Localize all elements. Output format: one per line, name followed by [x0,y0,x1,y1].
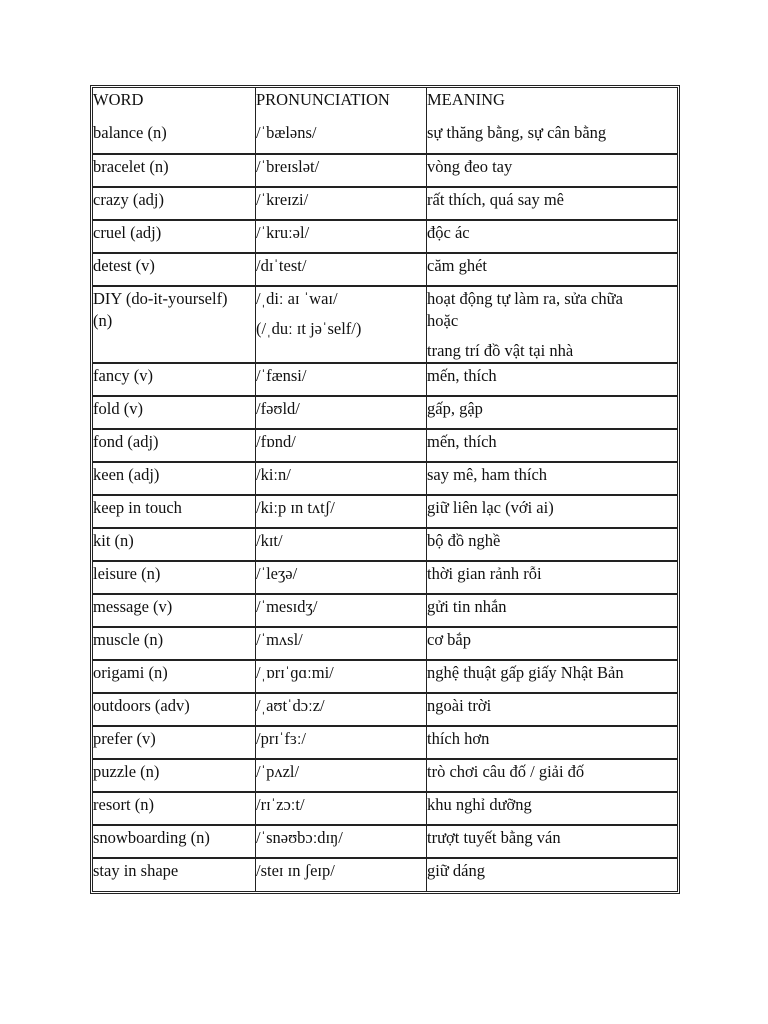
word-cell [93,286,256,363]
pronunciation-cell-text: /kɪt/ [256,531,283,550]
table-row [93,495,677,528]
word-cell-text: message (v) [93,597,173,616]
meaning-cell-text: trò chơi câu đố / giải đố [427,762,585,781]
meaning-cell [427,528,677,561]
pronunciation-cell [256,759,427,792]
meaning-cell [427,858,677,891]
pronunciation-cell-content [256,826,426,849]
meaning-cell-content [427,562,677,585]
meaning-cell [427,825,677,858]
word-cell-text: detest (v) [93,256,155,275]
meaning-cell-text: độc ác [427,223,470,242]
pronunciation-cell [256,528,427,561]
word-cell-content [93,793,255,816]
table-row [93,121,677,154]
pronunciation-cell-content [256,727,426,750]
pronunciation-cell-content [256,364,426,387]
word-cell [93,462,256,495]
pronunciation-cell-content [256,287,426,340]
pronunciation-cell [256,121,427,154]
pronunciation-cell-content [256,463,426,486]
word-cell-content [93,727,255,750]
pronunciation-cell [256,429,427,462]
pronunciation-cell [256,693,427,726]
word-cell [93,495,256,528]
pronunciation-cell-text: /fəʊld/ [256,399,300,418]
meaning-cell-text: mến, thích [427,432,497,451]
pronunciation-cell [256,627,427,660]
word-cell-text: origami (n) [93,663,168,682]
meaning-cell [427,154,677,187]
table-body [93,121,677,891]
table-header-row [93,88,677,121]
meaning-cell-content [427,529,677,552]
meaning-cell-content [427,221,677,244]
meaning-cell [427,693,677,726]
pronunciation-cell-text: /ˈleʒə/ [256,564,298,583]
table-row [93,528,677,561]
pronunciation-cell [256,286,427,363]
pronunciation-cell-text: /ˌdiː aɪ ˈwaɪ/ [256,289,338,308]
meaning-cell-content [427,628,677,651]
word-cell-text: keep in touch [93,498,182,517]
word-cell-text: (n) [93,311,113,330]
pronunciation-cell-content [256,221,426,244]
pronunciation-cell-text: /steɪ ɪn ʃeɪp/ [256,861,335,880]
word-cell-text: cruel (adj) [93,223,162,242]
table-row [93,253,677,286]
pronunciation-cell-text: /prɪˈfɜː/ [256,729,306,748]
word-cell-text: outdoors (adv) [93,696,190,715]
table-row [93,759,677,792]
pronunciation-cell-text: /fɒnd/ [256,432,296,451]
word-cell-content [93,661,255,684]
word-cell-content [93,496,255,519]
meaning-cell-content [427,496,677,519]
header-meaning [427,88,677,121]
word-cell-content [93,826,255,849]
table-row [93,792,677,825]
word-cell-text: snowboarding (n) [93,828,210,847]
pronunciation-cell-content [256,529,426,552]
pronunciation-cell-text: /ˈsnəʊbɔːdɪŋ/ [256,828,343,847]
vocabulary-table [92,87,678,892]
meaning-cell-text: say mê, ham thích [427,465,548,484]
word-cell [93,528,256,561]
header-word-text: WORD [93,90,144,109]
meaning-cell-text: trượt tuyết bằng ván [427,828,561,847]
meaning-cell-content [427,826,677,849]
meaning-cell [427,726,677,759]
meaning-cell-content [427,121,677,144]
pronunciation-cell-text: /ˌɒrɪˈɡɑːmi/ [256,663,334,682]
table-row [93,858,677,891]
pronunciation-cell [256,825,427,858]
header-meaning-text: MEANING [427,90,505,109]
meaning-cell-content [427,364,677,387]
word-cell-content [93,121,255,144]
pronunciation-cell-text: /kiːn/ [256,465,291,484]
meaning-cell [427,253,677,286]
meaning-cell-text: bộ đồ nghề [427,531,501,550]
meaning-cell-text: hoạt động tự làm ra, sửa chữa [427,289,623,308]
word-cell-content [93,397,255,420]
meaning-cell [427,660,677,693]
meaning-cell [427,594,677,627]
pronunciation-cell-text: /ˈkruːəl/ [256,223,310,242]
pronunciation-cell-content [256,694,426,717]
meaning-cell [427,363,677,396]
meaning-cell-content [427,727,677,750]
meaning-cell [427,462,677,495]
meaning-cell-text: gấp, gập [427,399,483,418]
table-row [93,187,677,220]
pronunciation-cell [256,726,427,759]
meaning-cell-content [427,793,677,816]
word-cell-text: fancy (v) [93,366,154,385]
table-row [93,726,677,759]
word-cell-content [93,694,255,717]
meaning-cell-content [427,694,677,717]
meaning-cell [427,561,677,594]
word-cell-content [93,859,255,882]
pronunciation-cell-text: /ˈbreɪslət/ [256,157,320,176]
pronunciation-cell-content [256,496,426,519]
pronunciation-cell-content [256,859,426,882]
pronunciation-cell-content [256,188,426,211]
word-cell-text: fold (v) [93,399,143,418]
word-cell-text: bracelet (n) [93,157,169,176]
header-pronunciation-text: PRONUNCIATION [256,90,390,109]
word-cell-text: prefer (v) [93,729,156,748]
pronunciation-cell [256,858,427,891]
table-row [93,825,677,858]
meaning-cell-text: giữ dáng [427,861,485,880]
word-cell-text: leisure (n) [93,564,161,583]
word-cell [93,726,256,759]
meaning-cell [427,396,677,429]
word-cell [93,396,256,429]
pronunciation-cell-content [256,628,426,651]
meaning-cell-content [427,859,677,882]
meaning-cell-text: vòng đeo tay [427,157,513,176]
word-cell [93,825,256,858]
pronunciation-cell-text: /ˈmesɪdʒ/ [256,597,318,616]
word-cell-text: DIY (do-it-yourself) [93,289,228,308]
word-cell [93,759,256,792]
meaning-cell-content [427,287,677,362]
pronunciation-cell-text: /dɪˈtest/ [256,256,307,275]
pronunciation-cell [256,220,427,253]
table-row [93,154,677,187]
meaning-cell [427,187,677,220]
pronunciation-cell-text: /ˈfænsi/ [256,366,307,385]
meaning-cell-text: căm ghét [427,256,488,275]
meaning-cell-text: thích hơn [427,729,490,748]
pronunciation-cell [256,396,427,429]
table-row [93,462,677,495]
word-cell [93,594,256,627]
word-cell [93,253,256,286]
meaning-cell [427,759,677,792]
word-cell [93,627,256,660]
word-cell-content [93,287,255,332]
word-cell-text: stay in shape [93,861,179,880]
meaning-cell-content [427,397,677,420]
pronunciation-cell-content [256,760,426,783]
meaning-cell-content [427,463,677,486]
pronunciation-cell [256,495,427,528]
table-row [93,286,677,363]
table-row [93,627,677,660]
table-row [93,363,677,396]
pronunciation-cell-content [256,595,426,618]
word-cell-content [93,430,255,453]
word-cell [93,561,256,594]
meaning-cell-text: giữ liên lạc (với ai) [427,498,554,517]
meaning-cell-text: cơ bắp [427,630,471,649]
word-cell-content [93,254,255,277]
pronunciation-cell-content [256,793,426,816]
word-cell-text: resort (n) [93,795,154,814]
word-cell-text: kit (n) [93,531,134,550]
pronunciation-cell-text: /ˈbæləns/ [256,123,317,142]
word-cell [93,660,256,693]
word-cell [93,858,256,891]
word-cell [93,154,256,187]
word-cell-content [93,595,255,618]
pronunciation-cell [256,154,427,187]
meaning-cell [427,286,677,363]
table-row [93,660,677,693]
header-word [93,88,256,121]
meaning-cell-content [427,595,677,618]
meaning-cell-text: mến, thích [427,366,497,385]
table-row [93,429,677,462]
meaning-cell-content [427,254,677,277]
meaning-cell-content [427,430,677,453]
pronunciation-cell [256,594,427,627]
word-cell-text: puzzle (n) [93,762,160,781]
pronunciation-cell-text: /ˈkreɪzi/ [256,190,309,209]
pronunciation-cell-text: /ˈmʌsl/ [256,630,303,649]
word-cell-content [93,760,255,783]
word-cell [93,363,256,396]
word-cell [93,121,256,154]
meaning-cell [427,495,677,528]
pronunciation-cell-content [256,430,426,453]
word-cell-text: fond (adj) [93,432,159,451]
meaning-cell-text: sự thăng bằng, sự cân bằng [427,123,607,142]
pronunciation-cell-content [256,397,426,420]
word-cell-content [93,529,255,552]
word-cell [93,429,256,462]
table-row [93,561,677,594]
pronunciation-cell-content [256,254,426,277]
word-cell-content [93,155,255,178]
table-row [93,693,677,726]
meaning-cell-text: gửi tin nhắn [427,597,507,616]
meaning-cell [427,220,677,253]
pronunciation-cell-text: (/ˌduː ɪt jəˈself/) [256,319,362,338]
meaning-cell-text: hoặc [427,311,459,330]
word-cell [93,220,256,253]
meaning-cell-text: khu nghỉ dưỡng [427,795,532,814]
meaning-cell-text: rất thích, quá say mê [427,190,564,209]
pronunciation-cell [256,187,427,220]
word-cell-content [93,562,255,585]
meaning-cell-text: nghệ thuật gấp giấy Nhật Bản [427,663,624,682]
word-cell-text: keen (adj) [93,465,160,484]
word-cell [93,693,256,726]
meaning-cell-text: trang trí đồ vật tại nhà [427,341,574,360]
meaning-cell-text: ngoài trời [427,696,492,715]
pronunciation-cell-text: /kiːp ɪn tʌtʃ/ [256,498,335,517]
word-cell-content [93,221,255,244]
table-row [93,220,677,253]
word-cell-text: crazy (adj) [93,190,164,209]
meaning-cell [427,627,677,660]
meaning-cell [427,792,677,825]
word-cell [93,792,256,825]
pronunciation-cell-content [256,562,426,585]
word-cell-text: balance (n) [93,123,167,142]
table-row [93,594,677,627]
meaning-cell [427,121,677,154]
meaning-cell-content [427,188,677,211]
word-cell-content [93,188,255,211]
pronunciation-cell [256,363,427,396]
pronunciation-cell-content [256,121,426,144]
meaning-cell-content [427,760,677,783]
meaning-cell-text: thời gian rảnh rỗi [427,564,542,583]
pronunciation-cell [256,792,427,825]
pronunciation-cell [256,561,427,594]
word-cell-text: muscle (n) [93,630,164,649]
pronunciation-cell [256,462,427,495]
pronunciation-cell-content [256,661,426,684]
pronunciation-cell-text: /ˌaʊtˈdɔːz/ [256,696,325,715]
pronunciation-cell [256,253,427,286]
pronunciation-cell-text: /rɪˈzɔːt/ [256,795,305,814]
pronunciation-cell-text: /ˈpʌzl/ [256,762,300,781]
header-pronunciation [256,88,427,121]
meaning-cell [427,429,677,462]
meaning-cell-content [427,155,677,178]
word-cell-content [93,463,255,486]
word-cell [93,187,256,220]
table-row [93,396,677,429]
word-cell-content [93,364,255,387]
meaning-cell-content [427,661,677,684]
pronunciation-cell [256,660,427,693]
word-cell-content [93,628,255,651]
pronunciation-cell-content [256,155,426,178]
